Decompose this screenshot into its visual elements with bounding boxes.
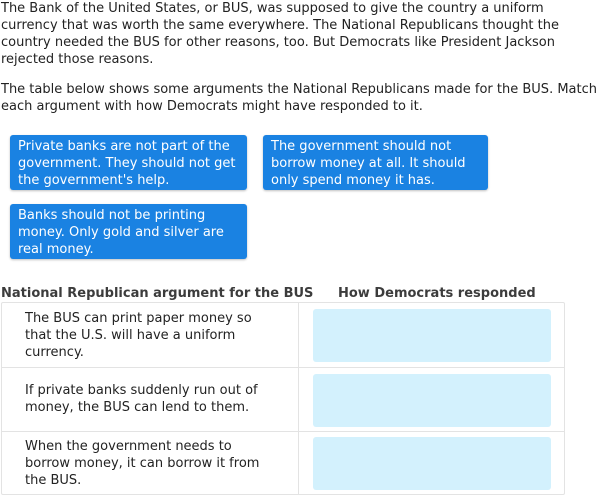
column-header-response: How Democrats responded <box>338 286 536 301</box>
response-drop-target[interactable] <box>313 437 551 490</box>
column-divider <box>298 368 299 431</box>
answer-tile-gold-silver[interactable]: Banks should not be printing money. Only gold and silver are real money. <box>10 204 247 259</box>
response-drop-target[interactable] <box>313 309 551 362</box>
response-drop-target[interactable] <box>313 374 551 427</box>
intro-paragraph-1: The Bank of the United States, or BUS, was supposed to give the country a uniform currency that was worth the same everywhere. The National Republicans thought the country needed the BUS for other reasons, too. But Democrats like President Jackson rejected those reasons. <box>1 1 559 67</box>
argument-text: If private banks suddenly run out of money, the BUS can lend to them. <box>25 383 258 415</box>
argument-text: The BUS can print paper money so that the U.S. will have a uniform currency. <box>25 311 252 360</box>
argument-text: When the government needs to borrow money, it can borrow it from the BUS. <box>25 439 260 488</box>
answer-tile-private-banks[interactable]: Private banks are not part of the government. They should not get the government's help. <box>10 135 247 190</box>
column-divider <box>298 303 299 367</box>
intro-paragraph-2: The table below shows some arguments the National Republicans made for the BUS. Match each argument with how Democrats might have responded to it. <box>1 82 597 114</box>
column-divider <box>298 432 299 494</box>
table-row <box>2 431 564 494</box>
answer-tile-no-borrowing[interactable]: The government should not borrow money at all. It should only spend money it has. <box>263 135 488 190</box>
matching-table <box>1 302 565 495</box>
column-header-argument: National Republican argument for the BUS <box>1 286 314 301</box>
table-row <box>2 303 564 367</box>
table-row <box>2 367 564 431</box>
